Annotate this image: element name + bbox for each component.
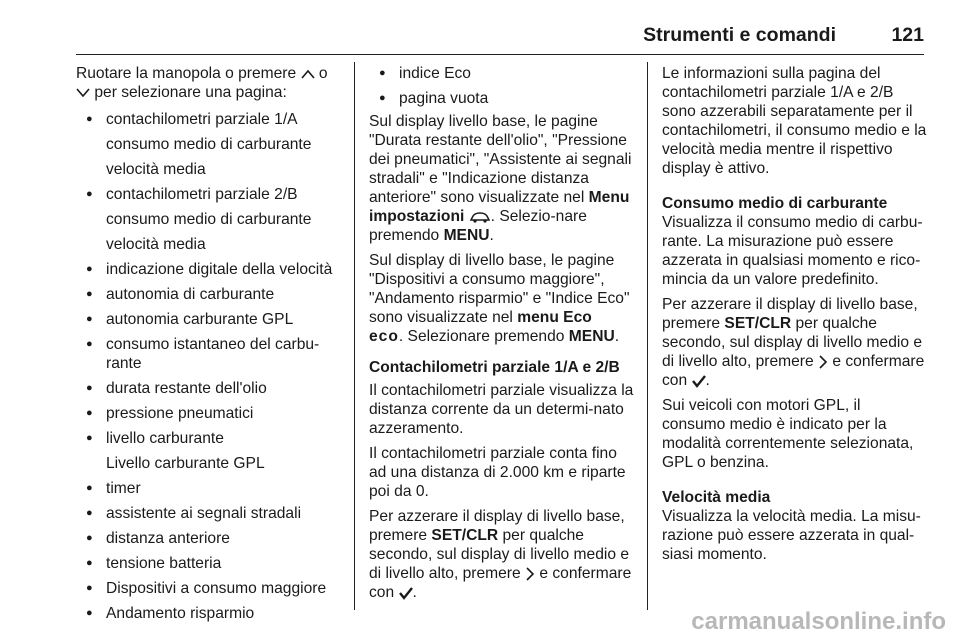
list-subitem: consumo medio di carburante [106, 211, 312, 228]
paragraph-text: Sul display livello base, le pagine "Durata restante dell'olio", "Pressione dei pneumatici", "Assistente ai segnali stradali" e "Indicazione distanza anteriore" sono visualizzate nel [369, 113, 632, 206]
paragraph: Visualizza la velocità media. La misu-razione può essere azzerata in qual-siasi momento. [662, 508, 921, 563]
paragraph-text: . [705, 372, 710, 389]
paragraph: Sui veicoli con motori GPL, il consumo medio è indicato per la modalità correntemente selezionata, GPL o benzina. [662, 397, 914, 471]
list-item: ● autonomia carburante GPL [76, 310, 346, 329]
list-item: ● indice Eco [369, 64, 634, 83]
paragraph: Il contachilometri parziale conta fino ad una distanza di 2.000 km e riparte poi da 0. [369, 445, 626, 500]
page-header [76, 24, 924, 55]
intro-text: per selezionare una pagina: [94, 84, 287, 101]
eco-icon: eco [369, 328, 399, 345]
chevron-right-icon [525, 567, 535, 581]
paragraph [369, 251, 634, 346]
button-label: MENU [568, 328, 615, 345]
paragraph [369, 112, 634, 245]
list-item: ● contachilometri parziale 1/A [76, 110, 346, 129]
paragraph-text: e confermare con [662, 353, 925, 389]
checkmark-icon [692, 374, 706, 388]
column-1 [76, 64, 346, 627]
paragraph-text: Per azzerare il display di livello base, premere [662, 296, 918, 332]
intro-text: Ruotare la manopola o premere [76, 65, 297, 82]
section-title: Strumenti e comandi [643, 24, 836, 46]
menu-label: Menu impostazioni [369, 189, 630, 225]
list-item: ● indicazione digitale della velocità [76, 260, 346, 279]
list-subitem: velocità media [106, 236, 206, 253]
list-item: ● durata restante dell'olio [76, 379, 346, 398]
button-label: SET/CLR [431, 527, 499, 544]
chevron-down-icon [76, 88, 90, 98]
page-number: 121 [891, 24, 924, 46]
paragraph-text: . [614, 328, 620, 345]
column-2 [369, 64, 634, 606]
column-divider [647, 62, 648, 610]
list-item: ● livello carburante [76, 429, 346, 448]
list-item: ● distanza anteriore [76, 529, 346, 548]
paragraph: Il contachilometri parziale visualizza la distanza corrente da un determi-nato azzeramento. [369, 382, 634, 437]
list-item: ● autonomia di carburante [76, 285, 346, 304]
menu-label: menu Eco [517, 309, 592, 326]
button-label: SET/CLR [724, 315, 792, 332]
list-item: ● pressione pneumatici [76, 404, 346, 423]
paragraph-text: Sul display di livello base, le pagine "Dispositivi a consumo maggiore", "Andamento risparmio" e "Indice Eco" sono visualizzate nel [369, 252, 630, 326]
paragraph [662, 295, 928, 390]
intro-paragraph [76, 64, 346, 102]
column-3 [662, 64, 928, 568]
list-item: ● assistente ai segnali stradali [76, 504, 346, 523]
intro-text: o [318, 65, 328, 82]
list-item: ● consumo istantaneo del carbu-rante [76, 335, 346, 373]
button-label: MENU [443, 227, 490, 244]
checkmark-icon [399, 586, 413, 600]
car-settings-icon [469, 211, 491, 223]
paragraph-text: . [412, 584, 417, 601]
section-heading: Contachilometri parziale 1/A e 2/B [369, 359, 620, 376]
list-item: ● contachilometri parziale 2/B [76, 185, 346, 204]
list-subitem: velocità media [106, 161, 206, 178]
paragraph: Le informazioni sulla pagina del contachilometri parziale 1/A e 2/B sono azzerabili separatamente per il contachilometri, il consumo medio e la velocità media mentre il rispettivo display è attivo. [662, 65, 927, 177]
paragraph-text: . Selezio-nare premendo [369, 208, 587, 244]
watermark: carmanualsonline.info [691, 608, 946, 635]
paragraph-text: Per azzerare il display di livello base, premere [369, 508, 625, 544]
section-heading: Consumo medio di carburante [662, 195, 888, 212]
section-heading: Velocità media [662, 489, 771, 506]
list-item: ● tensione batteria [76, 554, 346, 573]
paragraph-text: per qualche secondo, sul display di livello medio e di livello alto, premere [369, 527, 630, 582]
paragraph [369, 507, 634, 602]
list-subitem: consumo medio di carburante [106, 136, 312, 153]
paragraph-text: per qualche secondo, sul display di livello medio e di livello alto, premere [662, 315, 923, 370]
paragraph-text: . [489, 227, 494, 244]
chevron-right-icon [818, 355, 828, 369]
paragraph-text: . Selezionare premendo [398, 328, 565, 345]
paragraph: Visualizza il consumo medio di carbu-rante. La misurazione può essere azzerata in qualsiasi momento e rico-mincia da un valore predefinito. [662, 214, 923, 288]
column-divider [354, 62, 355, 610]
list-item: ● Andamento risparmio [76, 604, 346, 623]
list-item: ● pagina vuota [369, 89, 634, 108]
list-item: ● timer [76, 479, 346, 498]
chevron-up-icon [301, 69, 315, 79]
list-item: ● Dispositivi a consumo maggiore [76, 579, 346, 598]
list-subitem: Livello carburante GPL [106, 455, 265, 472]
paragraph-text: e confermare con [369, 565, 632, 601]
